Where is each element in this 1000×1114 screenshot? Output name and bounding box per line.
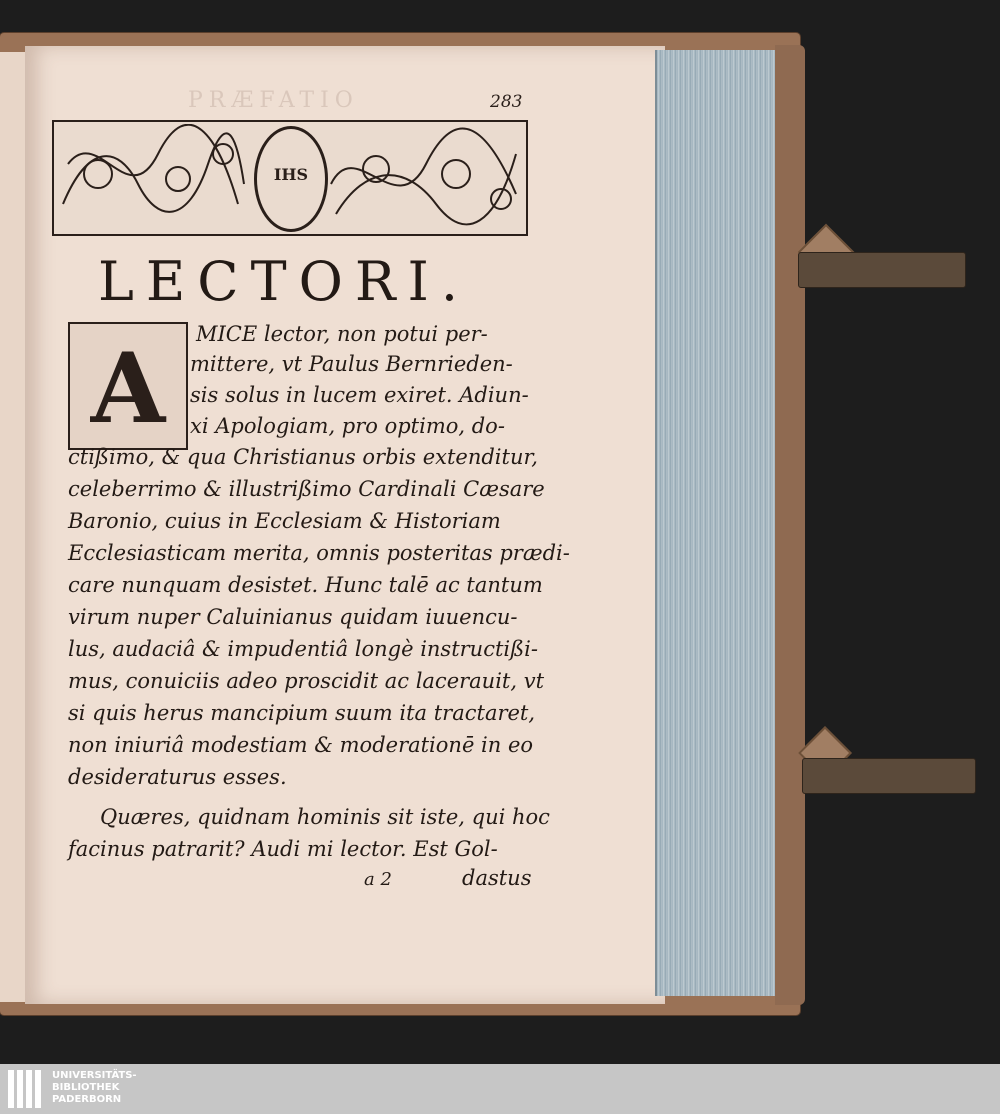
foliage-ornament-left xyxy=(58,124,248,232)
text-line: Quæres, quidnam hominis sit iste, qui hoc xyxy=(100,805,550,829)
text-line: Baronio, cuius in Ecclesiam & Historiam xyxy=(68,509,501,533)
text-line: desideraturus esses. xyxy=(68,765,287,789)
text-line: mus, conuiciis adeo proscidit ac lacerauit, vt xyxy=(68,669,545,693)
text-line: facinus patrarit? Audi mi lector. Est Gol- xyxy=(68,837,498,861)
headpiece-ornament xyxy=(52,120,528,236)
text-line: MICE lector, non potui per- xyxy=(196,322,488,346)
text-line: Ecclesiasticam merita, omnis posteritas prædi- xyxy=(68,541,570,565)
text-line: lus, audaciâ & impudentiâ longè instructißi- xyxy=(68,637,538,661)
library-name: UNIVERSITÄTS- BIBLIOTHEK PADERBORN xyxy=(52,1070,137,1105)
text-line: ctißimo, & qua Christianus orbis extenditur, xyxy=(68,445,538,469)
upper-clasp xyxy=(798,252,966,288)
ihs-emblem: IHS xyxy=(254,126,328,232)
text-line: virum nuper Caluinianus quidam iuuencu- xyxy=(68,605,518,629)
foliage-ornament-right xyxy=(326,124,522,232)
text-line: non iniuriâ modestiam & moderationē in eo xyxy=(68,733,534,757)
library-logo-icon xyxy=(8,1070,46,1108)
text-line: si quis herus mancipium suum ita tractaret, xyxy=(68,701,536,725)
page-number: 283 xyxy=(490,92,523,112)
page-edges xyxy=(655,50,777,996)
decorated-initial: A xyxy=(68,322,188,450)
cover-edge xyxy=(775,45,805,1005)
page-title: LECTORI. xyxy=(98,250,471,313)
faint-header: PRÆFATIO xyxy=(188,88,359,113)
text-line: sis solus in lucem exiret. Adiun- xyxy=(190,383,529,407)
library-footer xyxy=(0,1064,1000,1114)
text-line: care nunquam desistet. Hunc talē ac tantum xyxy=(68,573,543,597)
signature-mark: a 2 xyxy=(364,869,392,890)
text-line: xi Apologiam, pro optimo, do- xyxy=(190,414,505,438)
left-page-edge xyxy=(0,52,26,1002)
catchword: dastus xyxy=(462,866,532,890)
text-line: mittere, vt Paulus Bernrieden- xyxy=(190,352,513,376)
text-line: celeberrimo & illustrißimo Cardinali Cæsare xyxy=(68,477,545,501)
lower-clasp xyxy=(802,758,976,794)
